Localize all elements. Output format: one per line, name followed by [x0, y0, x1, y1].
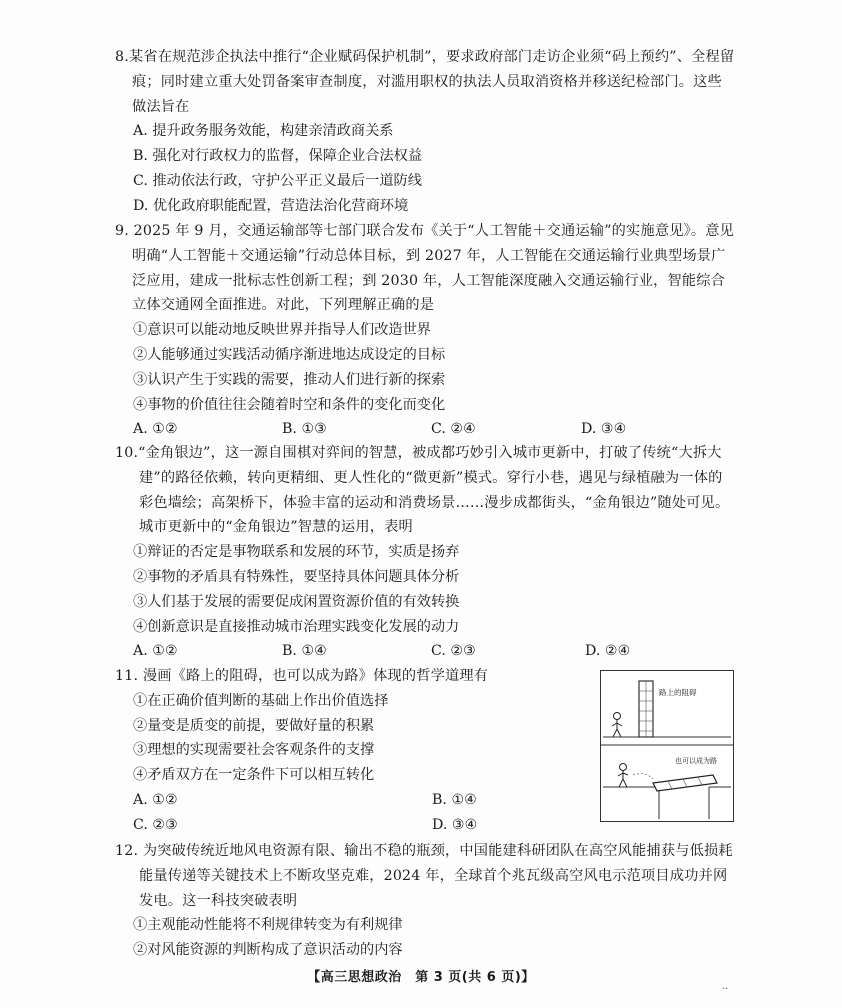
question-8 [115, 45, 735, 219]
choice-b: B. ①③ [282, 421, 327, 438]
choice-d: D. ②④ [585, 643, 631, 660]
wall-bridge [653, 775, 717, 791]
statement-2: ②人能够通过实践活动循序渐进地达成设定的目标 [133, 346, 446, 363]
statement-1: ①在正确价值判断的基础上作出价值选择 [133, 692, 389, 709]
question-9 [115, 219, 735, 442]
statement-1: ①意识可以能动地反映世界并指导人们改造世界 [133, 322, 431, 339]
statement-2: ②量变是质变的前提，要做好量的积累 [133, 717, 375, 734]
question-12 [115, 839, 735, 963]
choice-b: B. ①④ [282, 643, 327, 660]
choice-c: C. ②③ [133, 816, 178, 833]
choice-a: A. ①② [133, 791, 178, 808]
question-stem: 11. 漫画《路上的阻碍，也可以成为路》体现的哲学道理有 [115, 668, 489, 684]
option-a: A. 提升政务服务效能，构建亲清政商关系 [133, 123, 394, 140]
statement-4: ④矛盾双方在一定条件下可以相互转化 [133, 767, 375, 784]
statement-3: ③理想的实现需要社会客观条件的支撑 [133, 742, 375, 759]
choice-d: D. ③④ [581, 421, 627, 438]
comic-illustration [600, 670, 734, 822]
option-b: B. 强化对行政权力的监督，保障企业合法权益 [133, 148, 423, 165]
statement-4: ④创新意识是直接推动城市治理实践变化发展的动力 [133, 618, 460, 635]
question-stem: 12. 为突破传统近地风电资源有限、输出不稳的瓶颈，中国能建科研团队在高空风能捕获与低损耗能量传递等关键技术上不断攻坚克难，2024 年，全球首个兆瓦级高空风电示范项目成功并网发电。这一科技突破表明 [115, 843, 733, 909]
option-c: C. 推动依法行政，守护公平正义最后一道防线 [133, 172, 422, 189]
answer-choices [115, 639, 735, 664]
statement-3: ③认识产生于实践的需要，推动人们进行新的探索 [133, 371, 446, 388]
statement-2: ②事物的矛盾具有特殊性，要坚持具体问题具体分析 [133, 568, 460, 585]
statement-1: ①主观能动性能将不利规律转变为有利规律 [133, 917, 403, 934]
question-11 [115, 664, 585, 838]
person-figure-bottom [618, 764, 628, 788]
choice-c: C. ②④ [431, 421, 476, 438]
answer-choices-row1 [115, 788, 585, 813]
corner-mark: ·· [722, 984, 729, 995]
comic-caption-top: 路上的阻碍 [659, 688, 697, 697]
answer-choices-row2 [115, 813, 585, 838]
comic-drawing [601, 671, 733, 821]
choice-a: A. ①② [133, 643, 178, 660]
choice-a: A. ①② [133, 421, 178, 438]
ground-right [709, 787, 731, 819]
statement-2: ②对风能资源的判断构成了意识活动的内容 [133, 942, 403, 959]
motion-lines [633, 774, 653, 779]
question-stem: 9. 2025 年 9 月，交通运输部等七部门联合发布《关于“人工智能＋交通运输”的实施意见》。意见明确“人工智能＋交通运输”行动总体目标，到 2027 年，人工智能在交通运输行业典型场景广泛应用，建成一批标志性创新工程；到 2030 年，人工智能深度融入交通运输行业，智能综合立体交通网全面推进。对此，下列理解正确的是 [115, 223, 735, 314]
answer-choices [115, 417, 735, 442]
question-10 [115, 441, 735, 664]
option-d: D. 优化政府职能配置，营造法治化营商环境 [133, 197, 409, 214]
choice-c: C. ②③ [431, 643, 476, 660]
person-figure-top [612, 713, 622, 738]
page-footer: 【高三思想政治 第 3 页(共 6 页)】 [307, 970, 535, 985]
choice-b: B. ①④ [432, 791, 477, 808]
question-stem: 8.某省在规范涉企执法中推行“企业赋码保护机制”，要求政府部门走访企业须“码上预约”、全程留痕；同时建立重大处罚备案审查制度，对滥用职权的执法人员取消资格并移送纪检部门。这些做法旨在 [115, 49, 735, 115]
wall-obstacle [639, 681, 653, 737]
question-stem: 10.“金角银边”，这一源自围棋对弈间的智慧，被成都巧妙引入城市更新中，打破了传统“大拆大建”的路径依赖，转向更精细、更人性化的“微更新”模式。穿行小巷，遇见与绿植融为一体的彩色墙绘；高架桥下，体验丰富的运动和消费场景……漫步成都街头，“金角银边”随处可见。城市更新中的“金角银边”智慧的运用，表明 [115, 445, 730, 536]
statement-1: ①辩证的否定是事物联系和发展的环节，实质是扬弃 [133, 544, 460, 561]
statement-3: ③人们基于发展的需要促成闲置资源价值的有效转换 [133, 593, 460, 610]
choice-d: D. ③④ [432, 816, 478, 833]
statement-4: ④事物的价值往往会随着时空和条件的变化而变化 [133, 396, 446, 413]
comic-caption-bottom: 也可以成为路 [675, 757, 717, 765]
